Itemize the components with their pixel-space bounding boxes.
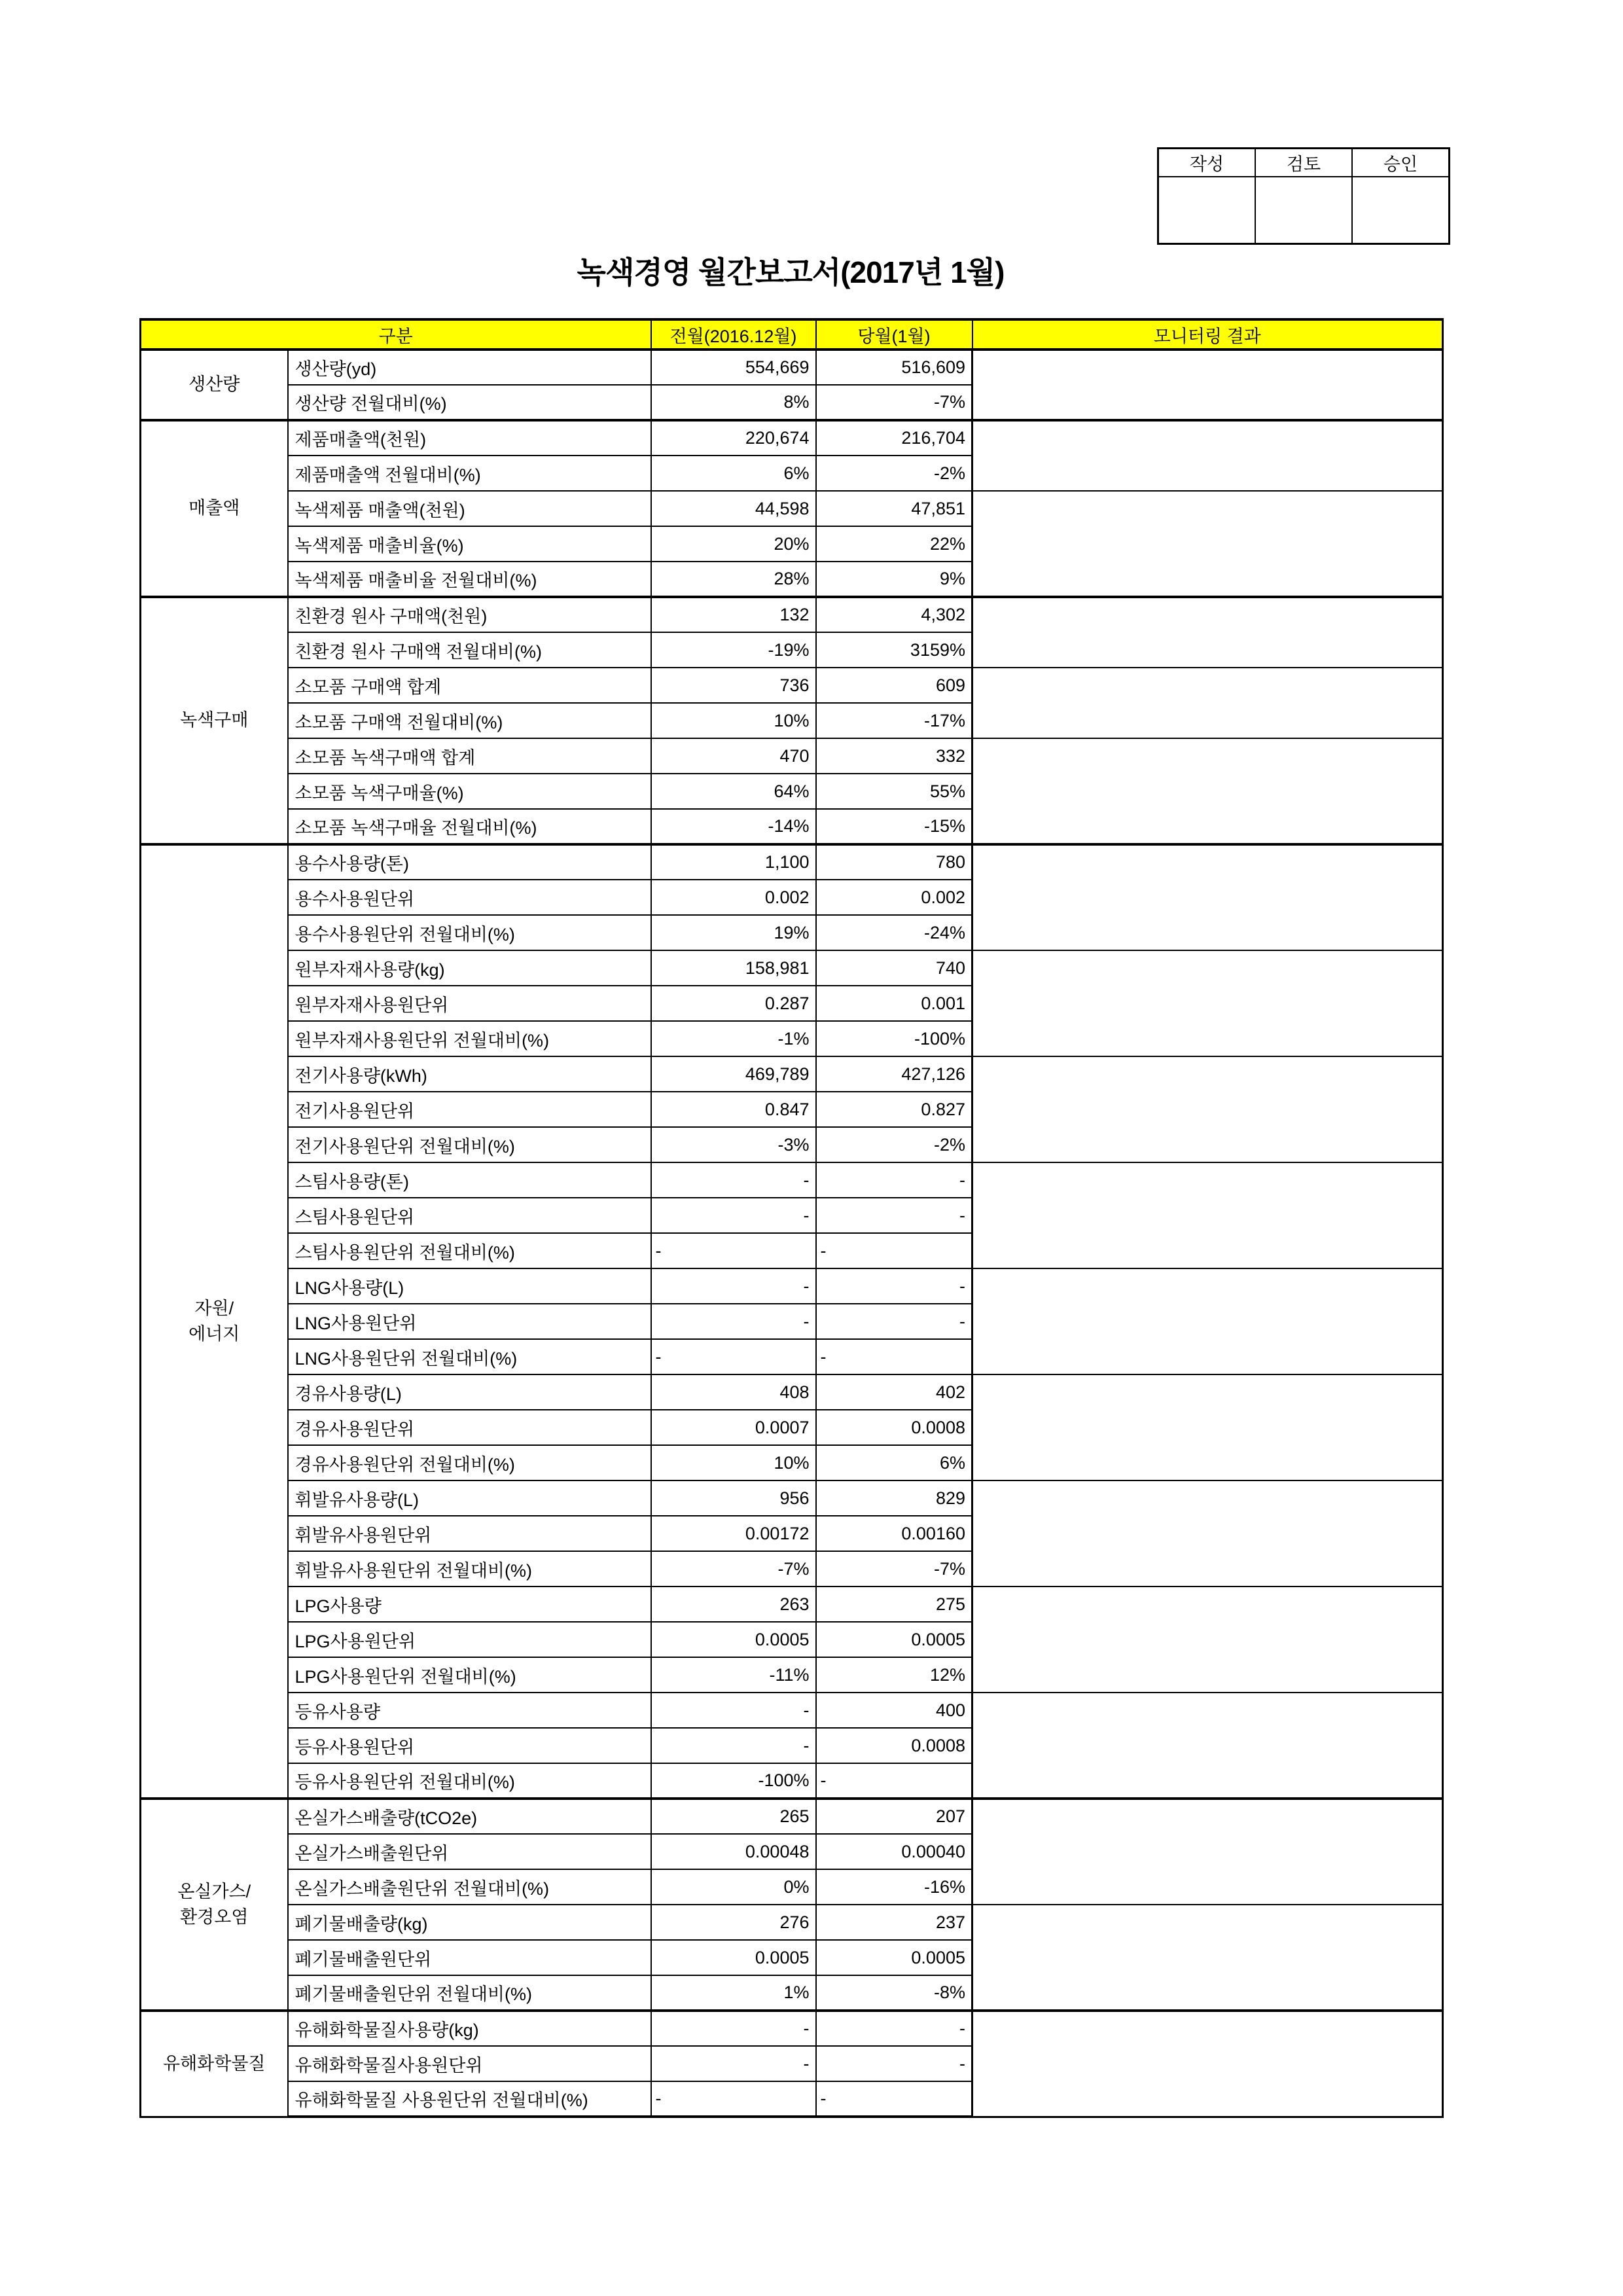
prev-value-cell: - <box>651 1728 816 1763</box>
prev-value-cell: 10% <box>651 703 816 738</box>
group-label-cell: 매출액 <box>141 420 288 597</box>
item-label-cell: LNG사용원단위 <box>288 1304 651 1339</box>
item-label-cell: 폐기물배출량(kg) <box>288 1905 651 1940</box>
item-label-cell: 스팀사용원단위 전월대비(%) <box>288 1233 651 1268</box>
current-value-cell: 22% <box>816 526 972 562</box>
monitoring-cell <box>972 950 1443 1056</box>
table-row <box>141 1587 1443 1622</box>
item-label-cell: 녹색제품 매출액(천원) <box>288 491 651 526</box>
prev-value-cell: 1% <box>651 1975 816 2011</box>
prev-value-cell: 6% <box>651 456 816 491</box>
current-value-cell: 4,302 <box>816 597 972 632</box>
table-row <box>141 844 1443 880</box>
current-value-cell: - <box>816 1162 972 1198</box>
table-row <box>141 491 1443 526</box>
monitoring-cell <box>972 350 1443 420</box>
prev-value-cell: -1% <box>651 1021 816 1056</box>
current-value-cell: 0.00160 <box>816 1516 972 1551</box>
item-label-cell: 등유사용원단위 <box>288 1728 651 1763</box>
current-value-cell: -16% <box>816 1869 972 1905</box>
group-label-cell: 유해화학물질 <box>141 2011 288 2117</box>
current-value-cell: -2% <box>816 1127 972 1162</box>
table-row <box>141 350 1443 385</box>
item-label-cell: LPG사용원단위 <box>288 1622 651 1657</box>
item-label-cell: 유해화학물질사용원단위 <box>288 2046 651 2081</box>
table-body <box>141 350 1443 2117</box>
current-value-cell: -7% <box>816 385 972 420</box>
item-label-cell: 원부자재사용량(kg) <box>288 950 651 986</box>
current-value-cell: 516,609 <box>816 350 972 385</box>
monitoring-cell <box>972 1268 1443 1374</box>
table-row <box>141 950 1443 986</box>
monitoring-cell <box>972 1587 1443 1693</box>
prev-value-cell: 0.287 <box>651 986 816 1021</box>
table-row <box>141 738 1443 774</box>
item-label-cell: LPG사용원단위 전월대비(%) <box>288 1657 651 1693</box>
item-label-cell: 용수사용원단위 전월대비(%) <box>288 915 651 950</box>
prev-value-cell: 19% <box>651 915 816 950</box>
approval-signature-row <box>1158 177 1450 244</box>
current-value-cell: 780 <box>816 844 972 880</box>
current-value-cell: - <box>816 2081 972 2117</box>
group-label-cell: 생산량 <box>141 350 288 420</box>
current-value-cell: 12% <box>816 1657 972 1693</box>
group-label-cell: 자원/ 에너지 <box>141 844 288 1799</box>
item-label-cell: 녹색제품 매출비율(%) <box>288 526 651 562</box>
monitoring-cell <box>972 1905 1443 2011</box>
table-row <box>141 1693 1443 1728</box>
item-label-cell: 스팀사용량(톤) <box>288 1162 651 1198</box>
prev-value-cell: - <box>651 1162 816 1198</box>
group-label-cell: 녹색구매 <box>141 597 288 844</box>
item-label-cell: 제품매출액(천원) <box>288 420 651 456</box>
approval-signature-review <box>1255 177 1352 244</box>
header-cell-prev-month: 전월(2016.12월) <box>651 319 816 350</box>
item-label-cell: 등유사용량 <box>288 1693 651 1728</box>
current-value-cell: 3159% <box>816 632 972 668</box>
table-row <box>141 420 1443 456</box>
prev-value-cell: 8% <box>651 385 816 420</box>
item-label-cell: 스팀사용원단위 <box>288 1198 651 1233</box>
monitoring-cell <box>972 738 1443 844</box>
item-label-cell: LNG사용원단위 전월대비(%) <box>288 1339 651 1374</box>
prev-value-cell: 0.00048 <box>651 1834 816 1869</box>
header-cell-monitoring: 모니터링 결과 <box>972 319 1443 350</box>
current-value-cell: 207 <box>816 1799 972 1834</box>
item-label-cell: 용수사용량(톤) <box>288 844 651 880</box>
item-label-cell: 녹색제품 매출비율 전월대비(%) <box>288 562 651 597</box>
item-label-cell: 휘발유사용원단위 <box>288 1516 651 1551</box>
prev-value-cell: - <box>651 1693 816 1728</box>
prev-value-cell: 554,669 <box>651 350 816 385</box>
prev-value-cell: 469,789 <box>651 1056 816 1092</box>
prev-value-cell: - <box>651 1339 816 1374</box>
current-value-cell: -17% <box>816 703 972 738</box>
prev-value-cell: - <box>651 1233 816 1268</box>
current-value-cell: -24% <box>816 915 972 950</box>
item-label-cell: 제품매출액 전월대비(%) <box>288 456 651 491</box>
page-title: 녹색경영 월간보고서(2017년 1월) <box>577 255 1005 289</box>
current-value-cell: 6% <box>816 1445 972 1480</box>
item-label-cell: 소모품 녹색구매액 합계 <box>288 738 651 774</box>
monitoring-cell <box>972 420 1443 491</box>
current-value-cell: -7% <box>816 1551 972 1587</box>
current-value-cell: - <box>816 2011 972 2046</box>
monitoring-cell <box>972 1162 1443 1268</box>
item-label-cell: 유해화학물질 사용원단위 전월대비(%) <box>288 2081 651 2117</box>
approval-header-approve: 승인 <box>1352 149 1450 177</box>
item-label-cell: 생산량 전월대비(%) <box>288 385 651 420</box>
current-value-cell: 0.0008 <box>816 1410 972 1445</box>
monitoring-cell <box>972 1480 1443 1587</box>
prev-value-cell: 0.0007 <box>651 1410 816 1445</box>
item-label-cell: 폐기물배출원단위 전월대비(%) <box>288 1975 651 2011</box>
item-label-cell: 온실가스배출량(tCO2e) <box>288 1799 651 1834</box>
table-row <box>141 1162 1443 1198</box>
group-label-cell: 온실가스/ 환경오염 <box>141 1799 288 2011</box>
item-label-cell: 소모품 녹색구매율 전월대비(%) <box>288 809 651 844</box>
current-value-cell: 740 <box>816 950 972 986</box>
item-label-cell: 온실가스배출원단위 <box>288 1834 651 1869</box>
prev-value-cell: 263 <box>651 1587 816 1622</box>
header-cell-current-month: 당월(1월) <box>816 319 972 350</box>
current-value-cell: - <box>816 1198 972 1233</box>
monitoring-cell <box>972 1693 1443 1799</box>
current-value-cell: 47,851 <box>816 491 972 526</box>
current-value-cell: 0.0005 <box>816 1940 972 1975</box>
table-row <box>141 668 1443 703</box>
prev-value-cell: 0.0005 <box>651 1940 816 1975</box>
item-label-cell: 등유사용원단위 전월대비(%) <box>288 1763 651 1799</box>
table-row <box>141 1374 1443 1410</box>
prev-value-cell: 132 <box>651 597 816 632</box>
item-label-cell: 경유사용원단위 전월대비(%) <box>288 1445 651 1480</box>
current-value-cell: -15% <box>816 809 972 844</box>
current-value-cell: - <box>816 1304 972 1339</box>
monitoring-cell <box>972 668 1443 738</box>
current-value-cell: 275 <box>816 1587 972 1622</box>
prev-value-cell: -14% <box>651 809 816 844</box>
current-value-cell: -8% <box>816 1975 972 2011</box>
prev-value-cell: 470 <box>651 738 816 774</box>
current-value-cell: -100% <box>816 1021 972 1056</box>
item-label-cell: 친환경 원사 구매액(천원) <box>288 597 651 632</box>
current-value-cell: - <box>816 1233 972 1268</box>
item-label-cell: 경유사용원단위 <box>288 1410 651 1445</box>
prev-value-cell: 276 <box>651 1905 816 1940</box>
current-value-cell: 402 <box>816 1374 972 1410</box>
prev-value-cell: - <box>651 1268 816 1304</box>
table-row <box>141 1480 1443 1516</box>
table-row <box>141 1905 1443 1940</box>
item-label-cell: 휘발유사용량(L) <box>288 1480 651 1516</box>
table-row <box>141 1268 1443 1304</box>
item-label-cell: 소모품 구매액 합계 <box>288 668 651 703</box>
monitoring-cell <box>972 1374 1443 1480</box>
current-value-cell: 0.827 <box>816 1092 972 1127</box>
item-label-cell: 경유사용량(L) <box>288 1374 651 1410</box>
prev-value-cell: 20% <box>651 526 816 562</box>
prev-value-cell: - <box>651 1198 816 1233</box>
table-header-row <box>141 319 1443 350</box>
prev-value-cell: 28% <box>651 562 816 597</box>
prev-value-cell: - <box>651 2046 816 2081</box>
prev-value-cell: -7% <box>651 1551 816 1587</box>
prev-value-cell: 220,674 <box>651 420 816 456</box>
item-label-cell: 생산량(yd) <box>288 350 651 385</box>
item-label-cell: 소모품 녹색구매율(%) <box>288 774 651 809</box>
item-label-cell: 휘발유사용원단위 전월대비(%) <box>288 1551 651 1587</box>
table-row <box>141 1799 1443 1834</box>
item-label-cell: 원부자재사용원단위 <box>288 986 651 1021</box>
current-value-cell: 0.002 <box>816 880 972 915</box>
current-value-cell: 237 <box>816 1905 972 1940</box>
table-row <box>141 2011 1443 2046</box>
current-value-cell: 0.0005 <box>816 1622 972 1657</box>
prev-value-cell: 408 <box>651 1374 816 1410</box>
monitoring-cell <box>972 597 1443 668</box>
approval-header-row <box>1158 149 1450 177</box>
item-label-cell: 전기사용원단위 <box>288 1092 651 1127</box>
item-label-cell: 전기사용원단위 전월대비(%) <box>288 1127 651 1162</box>
prev-value-cell: - <box>651 2011 816 2046</box>
prev-value-cell: 10% <box>651 1445 816 1480</box>
prev-value-cell: 158,981 <box>651 950 816 986</box>
current-value-cell: 400 <box>816 1693 972 1728</box>
monitoring-cell <box>972 844 1443 950</box>
prev-value-cell: 0.00172 <box>651 1516 816 1551</box>
current-value-cell: - <box>816 1268 972 1304</box>
header-cell-category: 구분 <box>141 319 651 350</box>
item-label-cell: 유해화학물질사용량(kg) <box>288 2011 651 2046</box>
current-value-cell: 0.00040 <box>816 1834 972 1869</box>
current-value-cell: 332 <box>816 738 972 774</box>
monitoring-cell <box>972 1056 1443 1162</box>
prev-value-cell: 0.847 <box>651 1092 816 1127</box>
monitoring-cell <box>972 1799 1443 1905</box>
main-table <box>139 318 1444 2118</box>
prev-value-cell: 956 <box>651 1480 816 1516</box>
current-value-cell: -2% <box>816 456 972 491</box>
prev-value-cell: 64% <box>651 774 816 809</box>
item-label-cell: 친환경 원사 구매액 전월대비(%) <box>288 632 651 668</box>
approval-signature-approve <box>1352 177 1450 244</box>
prev-value-cell: -19% <box>651 632 816 668</box>
current-value-cell: 609 <box>816 668 972 703</box>
item-label-cell: 전기사용량(kWh) <box>288 1056 651 1092</box>
current-value-cell: - <box>816 2046 972 2081</box>
prev-value-cell: 0.0005 <box>651 1622 816 1657</box>
table-row <box>141 597 1443 632</box>
prev-value-cell: 1,100 <box>651 844 816 880</box>
prev-value-cell: 736 <box>651 668 816 703</box>
current-value-cell: - <box>816 1339 972 1374</box>
prev-value-cell: 0.002 <box>651 880 816 915</box>
current-value-cell: 55% <box>816 774 972 809</box>
current-value-cell: 9% <box>816 562 972 597</box>
approval-signature-prepare <box>1158 177 1256 244</box>
prev-value-cell: 44,598 <box>651 491 816 526</box>
approval-header-review: 검토 <box>1255 149 1352 177</box>
prev-value-cell: - <box>651 2081 816 2117</box>
approval-table <box>1157 147 1450 245</box>
current-value-cell: 0.001 <box>816 986 972 1021</box>
prev-value-cell: - <box>651 1304 816 1339</box>
item-label-cell: 용수사용원단위 <box>288 880 651 915</box>
prev-value-cell: 265 <box>651 1799 816 1834</box>
item-label-cell: 온실가스배출원단위 전월대비(%) <box>288 1869 651 1905</box>
monitoring-cell <box>972 491 1443 597</box>
current-value-cell: 0.0008 <box>816 1728 972 1763</box>
item-label-cell: 폐기물배출원단위 <box>288 1940 651 1975</box>
item-label-cell: 소모품 구매액 전월대비(%) <box>288 703 651 738</box>
prev-value-cell: 0% <box>651 1869 816 1905</box>
item-label-cell: LNG사용량(L) <box>288 1268 651 1304</box>
prev-value-cell: -11% <box>651 1657 816 1693</box>
item-label-cell: LPG사용량 <box>288 1587 651 1622</box>
monitoring-cell <box>972 2011 1443 2117</box>
current-value-cell: 829 <box>816 1480 972 1516</box>
approval-header-prepare: 작성 <box>1158 149 1256 177</box>
current-value-cell: - <box>816 1763 972 1799</box>
current-value-cell: 427,126 <box>816 1056 972 1092</box>
current-value-cell: 216,704 <box>816 420 972 456</box>
prev-value-cell: -100% <box>651 1763 816 1799</box>
table-row <box>141 1056 1443 1092</box>
prev-value-cell: -3% <box>651 1127 816 1162</box>
item-label-cell: 원부자재사용원단위 전월대비(%) <box>288 1021 651 1056</box>
